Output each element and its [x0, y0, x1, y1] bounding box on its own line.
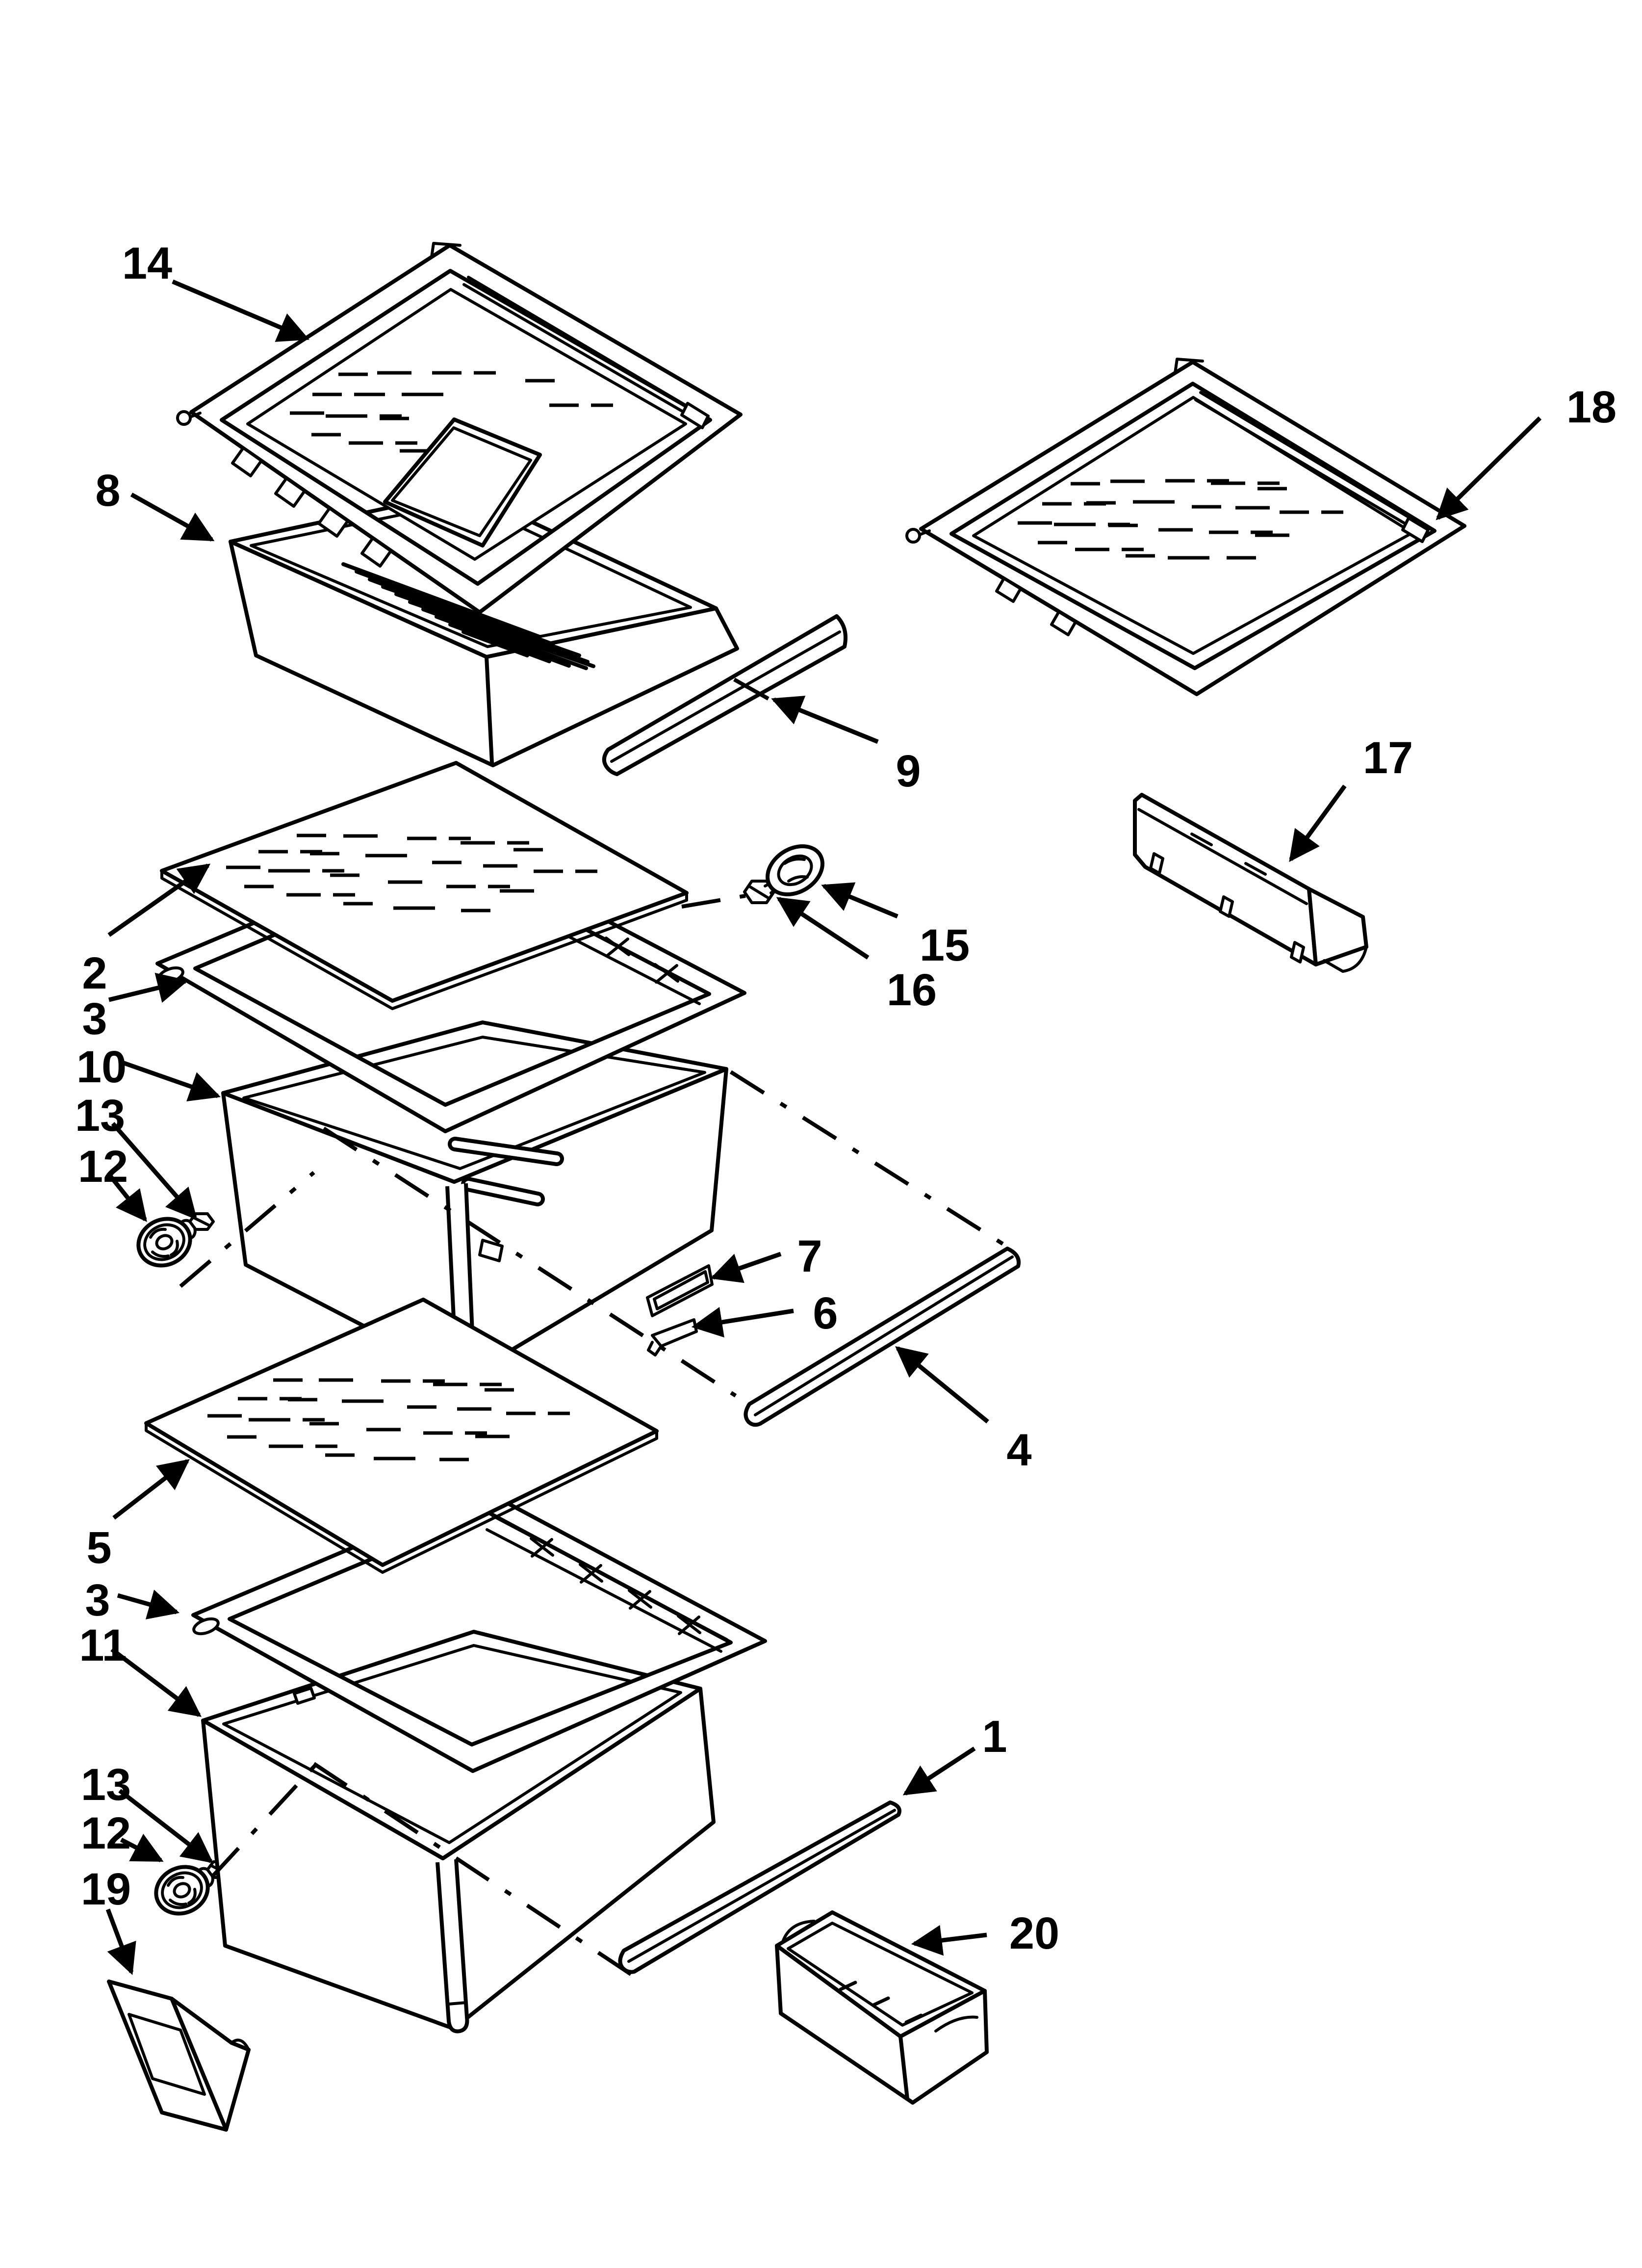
part-number-crisper-drawer-8: 8 — [95, 466, 121, 516]
alignment-line — [731, 1072, 1006, 1246]
drawer-trim-4 — [745, 1249, 1019, 1425]
glass-edge — [974, 397, 1412, 653]
clip-tab — [1291, 942, 1304, 962]
part-number-glass-shelf-18: 18 — [1566, 382, 1617, 432]
end-fold — [1309, 889, 1366, 965]
callout-roller-12-upper — [78, 1142, 145, 1220]
rail-cross-braces — [531, 1538, 700, 1634]
mounting-pin — [178, 412, 190, 424]
clip-tab — [1151, 854, 1163, 873]
rail-edge — [493, 1516, 727, 1640]
crisper-drawer-10 — [223, 1022, 726, 1379]
leader-arrow-clip-7 — [713, 1254, 781, 1277]
leader-arrow-shelf-frame-14 — [173, 282, 307, 339]
rail-edge — [487, 1530, 721, 1651]
leader-arrow-plate-19 — [108, 1909, 131, 1972]
latch-6 — [648, 1320, 696, 1355]
callout-glass-insert-5 — [86, 1461, 187, 1573]
callout-latch-6 — [694, 1288, 838, 1338]
leader-arrow-drawer-trim-4 — [898, 1348, 988, 1422]
part-number-shelf-frame-14: 14 — [122, 238, 173, 288]
screw-and-bolt-15-16 — [682, 836, 831, 907]
callout-roller-12-lower — [81, 1808, 161, 1860]
part-number-glass-insert-5: 5 — [86, 1523, 112, 1573]
callout-glass-shelf-18 — [1438, 382, 1616, 518]
callout-plate-19 — [81, 1864, 131, 1972]
part-number-glass-insert-2: 2 — [82, 948, 107, 998]
part-number-crisper-drawer-11: 11 — [79, 1620, 127, 1670]
callout-front-trim-1 — [905, 1712, 1007, 1794]
glass-shelf-18 — [907, 359, 1464, 694]
part-number-clip-7: 7 — [797, 1231, 822, 1281]
part-number-roller-12-upper: 12 — [77, 1142, 128, 1192]
glass-pane — [146, 1300, 657, 1565]
callout-bin-20 — [914, 1908, 1059, 1958]
part-number-shelf-frame-3-lower: 3 — [85, 1575, 110, 1625]
part-number-roller-12-lower: 12 — [80, 1808, 131, 1858]
part-number-roller-screw-13-lower: 13 — [80, 1760, 131, 1810]
clip-7 — [647, 1266, 712, 1316]
glass-pane — [162, 763, 687, 1001]
callout-screw-15 — [824, 886, 970, 970]
leader-arrow-bolt-16 — [779, 899, 868, 958]
leader-arrow-bracket-17 — [1291, 786, 1345, 860]
part-number-latch-6: 6 — [813, 1288, 838, 1338]
part-number-shelf-trim-9: 9 — [896, 746, 921, 796]
trim-crease — [755, 1257, 1012, 1415]
leader-arrow-latch-6 — [694, 1311, 794, 1327]
callout-shelf-frame-3-lower — [85, 1575, 177, 1625]
part-number-drawer-trim-4: 4 — [1006, 1425, 1032, 1475]
leader-arrow-crisper-drawer-8 — [131, 495, 212, 540]
callout-shelf-trim-9 — [774, 700, 921, 796]
column-foot — [449, 2003, 466, 2004]
callout-shelf-frame-14 — [122, 238, 307, 339]
leader-arrow-glass-insert-2 — [109, 865, 208, 935]
glass-insert-2 — [162, 763, 687, 1009]
leader-arrow-glass-insert-5 — [114, 1461, 187, 1518]
callout-drawer-trim-4 — [898, 1348, 1032, 1475]
part-number-bracket-17: 17 — [1362, 733, 1413, 783]
part-number-shelf-frame-3-upper: 3 — [82, 994, 107, 1044]
clip-tab — [1220, 897, 1232, 916]
part-number-bin-20: 20 — [1009, 1908, 1060, 1958]
callout-crisper-drawer-10 — [77, 1042, 218, 1096]
leader-arrow-glass-shelf-18 — [1438, 418, 1540, 518]
callout-crisper-drawer-11 — [79, 1620, 199, 1715]
latch-plate — [652, 1320, 696, 1346]
left-tab — [192, 1616, 220, 1637]
callout-bolt-16 — [779, 899, 937, 1015]
leader-arrow-shelf-frame-3-upper — [109, 981, 185, 1000]
leader-arrow-shelf-trim-9 — [774, 700, 878, 742]
callout-crisper-drawer-8 — [95, 466, 212, 540]
part-number-plate-19: 19 — [80, 1864, 131, 1914]
alignment-line — [682, 896, 745, 907]
part-number-roller-screw-13-upper: 13 — [75, 1091, 126, 1141]
plate-19 — [109, 1981, 249, 2130]
leader-arrow-crisper-drawer-10 — [123, 1063, 218, 1096]
leader-arrow-shelf-frame-3-lower — [118, 1595, 177, 1612]
leader-arrow-front-trim-1 — [905, 1748, 975, 1794]
bracket-17 — [1135, 795, 1366, 971]
mounting-pin — [907, 529, 920, 542]
part-number-crisper-drawer-10: 10 — [76, 1042, 127, 1092]
glass-insert-5 — [146, 1300, 657, 1572]
bracket-face — [1135, 795, 1316, 965]
leader-arrow-screw-15 — [824, 886, 898, 916]
part-number-screw-15: 15 — [919, 920, 970, 970]
leader-arrow-roller-screw-13-lower — [120, 1791, 211, 1861]
callout-bracket-17 — [1291, 733, 1413, 860]
leader-arrow-bin-20 — [914, 1935, 987, 1944]
part-number-bolt-16: 16 — [886, 965, 937, 1015]
callout-clip-7 — [713, 1231, 822, 1281]
part-number-front-trim-1: 1 — [982, 1712, 1007, 1762]
